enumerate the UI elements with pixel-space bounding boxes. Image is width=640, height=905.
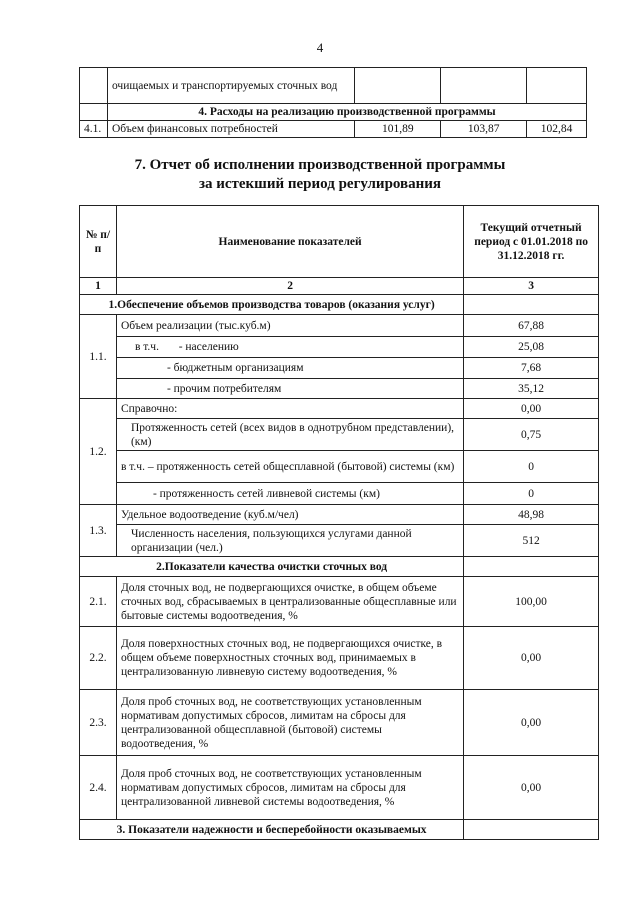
report-table bbox=[79, 205, 599, 840]
report-title-line-1: 7. Отчет об исполнении производственной программы bbox=[134, 157, 506, 173]
row-value: 0 bbox=[464, 483, 599, 505]
table-row bbox=[80, 399, 599, 419]
row-number: 4.1. bbox=[80, 121, 108, 138]
row-value: 102,84 bbox=[527, 121, 587, 138]
row-value: 7,68 bbox=[464, 358, 599, 379]
row-name bbox=[116, 337, 463, 358]
header-num: № п/п bbox=[80, 206, 117, 278]
row-number: 1.2. bbox=[80, 399, 117, 505]
section-header bbox=[80, 295, 599, 315]
row-name: Протяженность сетей (всех видов в однотрубном представлении), (км) bbox=[116, 419, 463, 451]
row-value: 0,75 bbox=[464, 419, 599, 451]
row-name: Доля проб сточных вод, не соответствующих установленным нормативам допустимых сбросов, лимитам на сбросы для централизованной ливневой системы водоотведения, % bbox=[116, 756, 463, 820]
row-number: 1.3. bbox=[80, 505, 117, 557]
expenses-table bbox=[79, 67, 587, 138]
row-name: Доля поверхностных сточных вод, не подвергающихся очистке, в общем объеме поверхностных сточных вод, принимаемых в централизованную ливневую систему водоотведения, % bbox=[116, 627, 463, 690]
row-number: 2.1. bbox=[80, 577, 117, 627]
row-name: Объем реализации (тыс.куб.м) bbox=[116, 315, 463, 337]
table-row bbox=[80, 419, 599, 451]
table-row bbox=[80, 756, 599, 820]
header-row bbox=[80, 206, 599, 278]
col-number: 3 bbox=[464, 278, 599, 295]
row-value: 100,00 bbox=[464, 577, 599, 627]
row-value: 67,88 bbox=[464, 315, 599, 337]
table-row bbox=[80, 68, 587, 104]
table-row bbox=[80, 690, 599, 756]
table-row bbox=[80, 627, 599, 690]
section-header bbox=[80, 557, 599, 577]
section-header bbox=[80, 104, 587, 121]
table-row bbox=[80, 315, 599, 337]
section-2-title: 2.Показатели качества очистки сточных вод bbox=[80, 557, 464, 577]
page-number: 4 bbox=[316, 40, 324, 55]
row-name: в т.ч. – протяженность сетей общесплавной (бытовой) системы (км) bbox=[116, 451, 463, 483]
row-value: 0,00 bbox=[464, 627, 599, 690]
header-period: Текущий отчетный период с 01.01.2018 по 31.12.2018 гг. bbox=[464, 206, 599, 278]
row-name: - прочим потребителям bbox=[116, 379, 463, 399]
report-title bbox=[0, 156, 640, 194]
table-row bbox=[80, 577, 599, 627]
row-value: 101,89 bbox=[355, 121, 441, 138]
row-number: 2.4. bbox=[80, 756, 117, 820]
table-row bbox=[80, 337, 599, 358]
report-title-line-2: за истекший период регулирования bbox=[198, 176, 442, 192]
row-name: Удельное водоотведение (куб.м/чел) bbox=[116, 505, 463, 525]
col-number: 2 bbox=[116, 278, 463, 295]
row-name: - бюджетным организациям bbox=[116, 358, 463, 379]
column-numbers-row bbox=[80, 278, 599, 295]
table-row bbox=[80, 379, 599, 399]
table-row bbox=[80, 358, 599, 379]
row-prefix: в т.ч. bbox=[134, 341, 159, 353]
table-row bbox=[80, 505, 599, 525]
row-number: 2.3. bbox=[80, 690, 117, 756]
section-1-title: 1.Обеспечение объемов производства товаров (оказания услуг) bbox=[80, 295, 464, 315]
row-name: Доля сточных вод, не подвергающихся очистке, в общем объеме сточных вод, сбрасываемых в централизованные общесплавные или бытовые системы водоотведения, % bbox=[116, 577, 463, 627]
row-value: 103,87 bbox=[441, 121, 527, 138]
row-value: 48,98 bbox=[464, 505, 599, 525]
section-3-title: 3. Показатели надежности и бесперебойности оказываемых bbox=[80, 820, 464, 840]
row-name: Доля проб сточных вод, не соответствующих установленным нормативам допустимых сбросов, лимитам на сбросы для централизованной общесплавной (бытовой) системы водоотведения, % bbox=[116, 690, 463, 756]
table-row bbox=[80, 483, 599, 505]
row-value: 0,00 bbox=[464, 399, 599, 419]
header-name: Наименование показателей bbox=[116, 206, 463, 278]
row-value: 512 bbox=[464, 525, 599, 557]
col-number: 1 bbox=[80, 278, 117, 295]
row-number: 1.1. bbox=[80, 315, 117, 399]
row-name-text: - населению bbox=[178, 341, 239, 353]
section-header bbox=[80, 820, 599, 840]
table-row bbox=[80, 121, 587, 138]
section-4-title: 4. Расходы на реализацию производственной программы bbox=[107, 104, 586, 121]
row-value: 0,00 bbox=[464, 690, 599, 756]
row-name: Объем финансовых потребностей bbox=[107, 121, 354, 138]
row-number: 2.2. bbox=[80, 627, 117, 690]
table-row bbox=[80, 451, 599, 483]
row-value: 35,12 bbox=[464, 379, 599, 399]
row-value: 25,08 bbox=[464, 337, 599, 358]
row-name: очищаемых и транспортируемых сточных вод bbox=[107, 68, 354, 104]
row-value: 0,00 bbox=[464, 756, 599, 820]
table-row bbox=[80, 525, 599, 557]
row-name: Численность населения, пользующихся услугами данной организации (чел.) bbox=[116, 525, 463, 557]
row-value: 0 bbox=[464, 451, 599, 483]
row-name: Справочно: bbox=[116, 399, 463, 419]
row-name: - протяженность сетей ливневой системы (км) bbox=[116, 483, 463, 505]
